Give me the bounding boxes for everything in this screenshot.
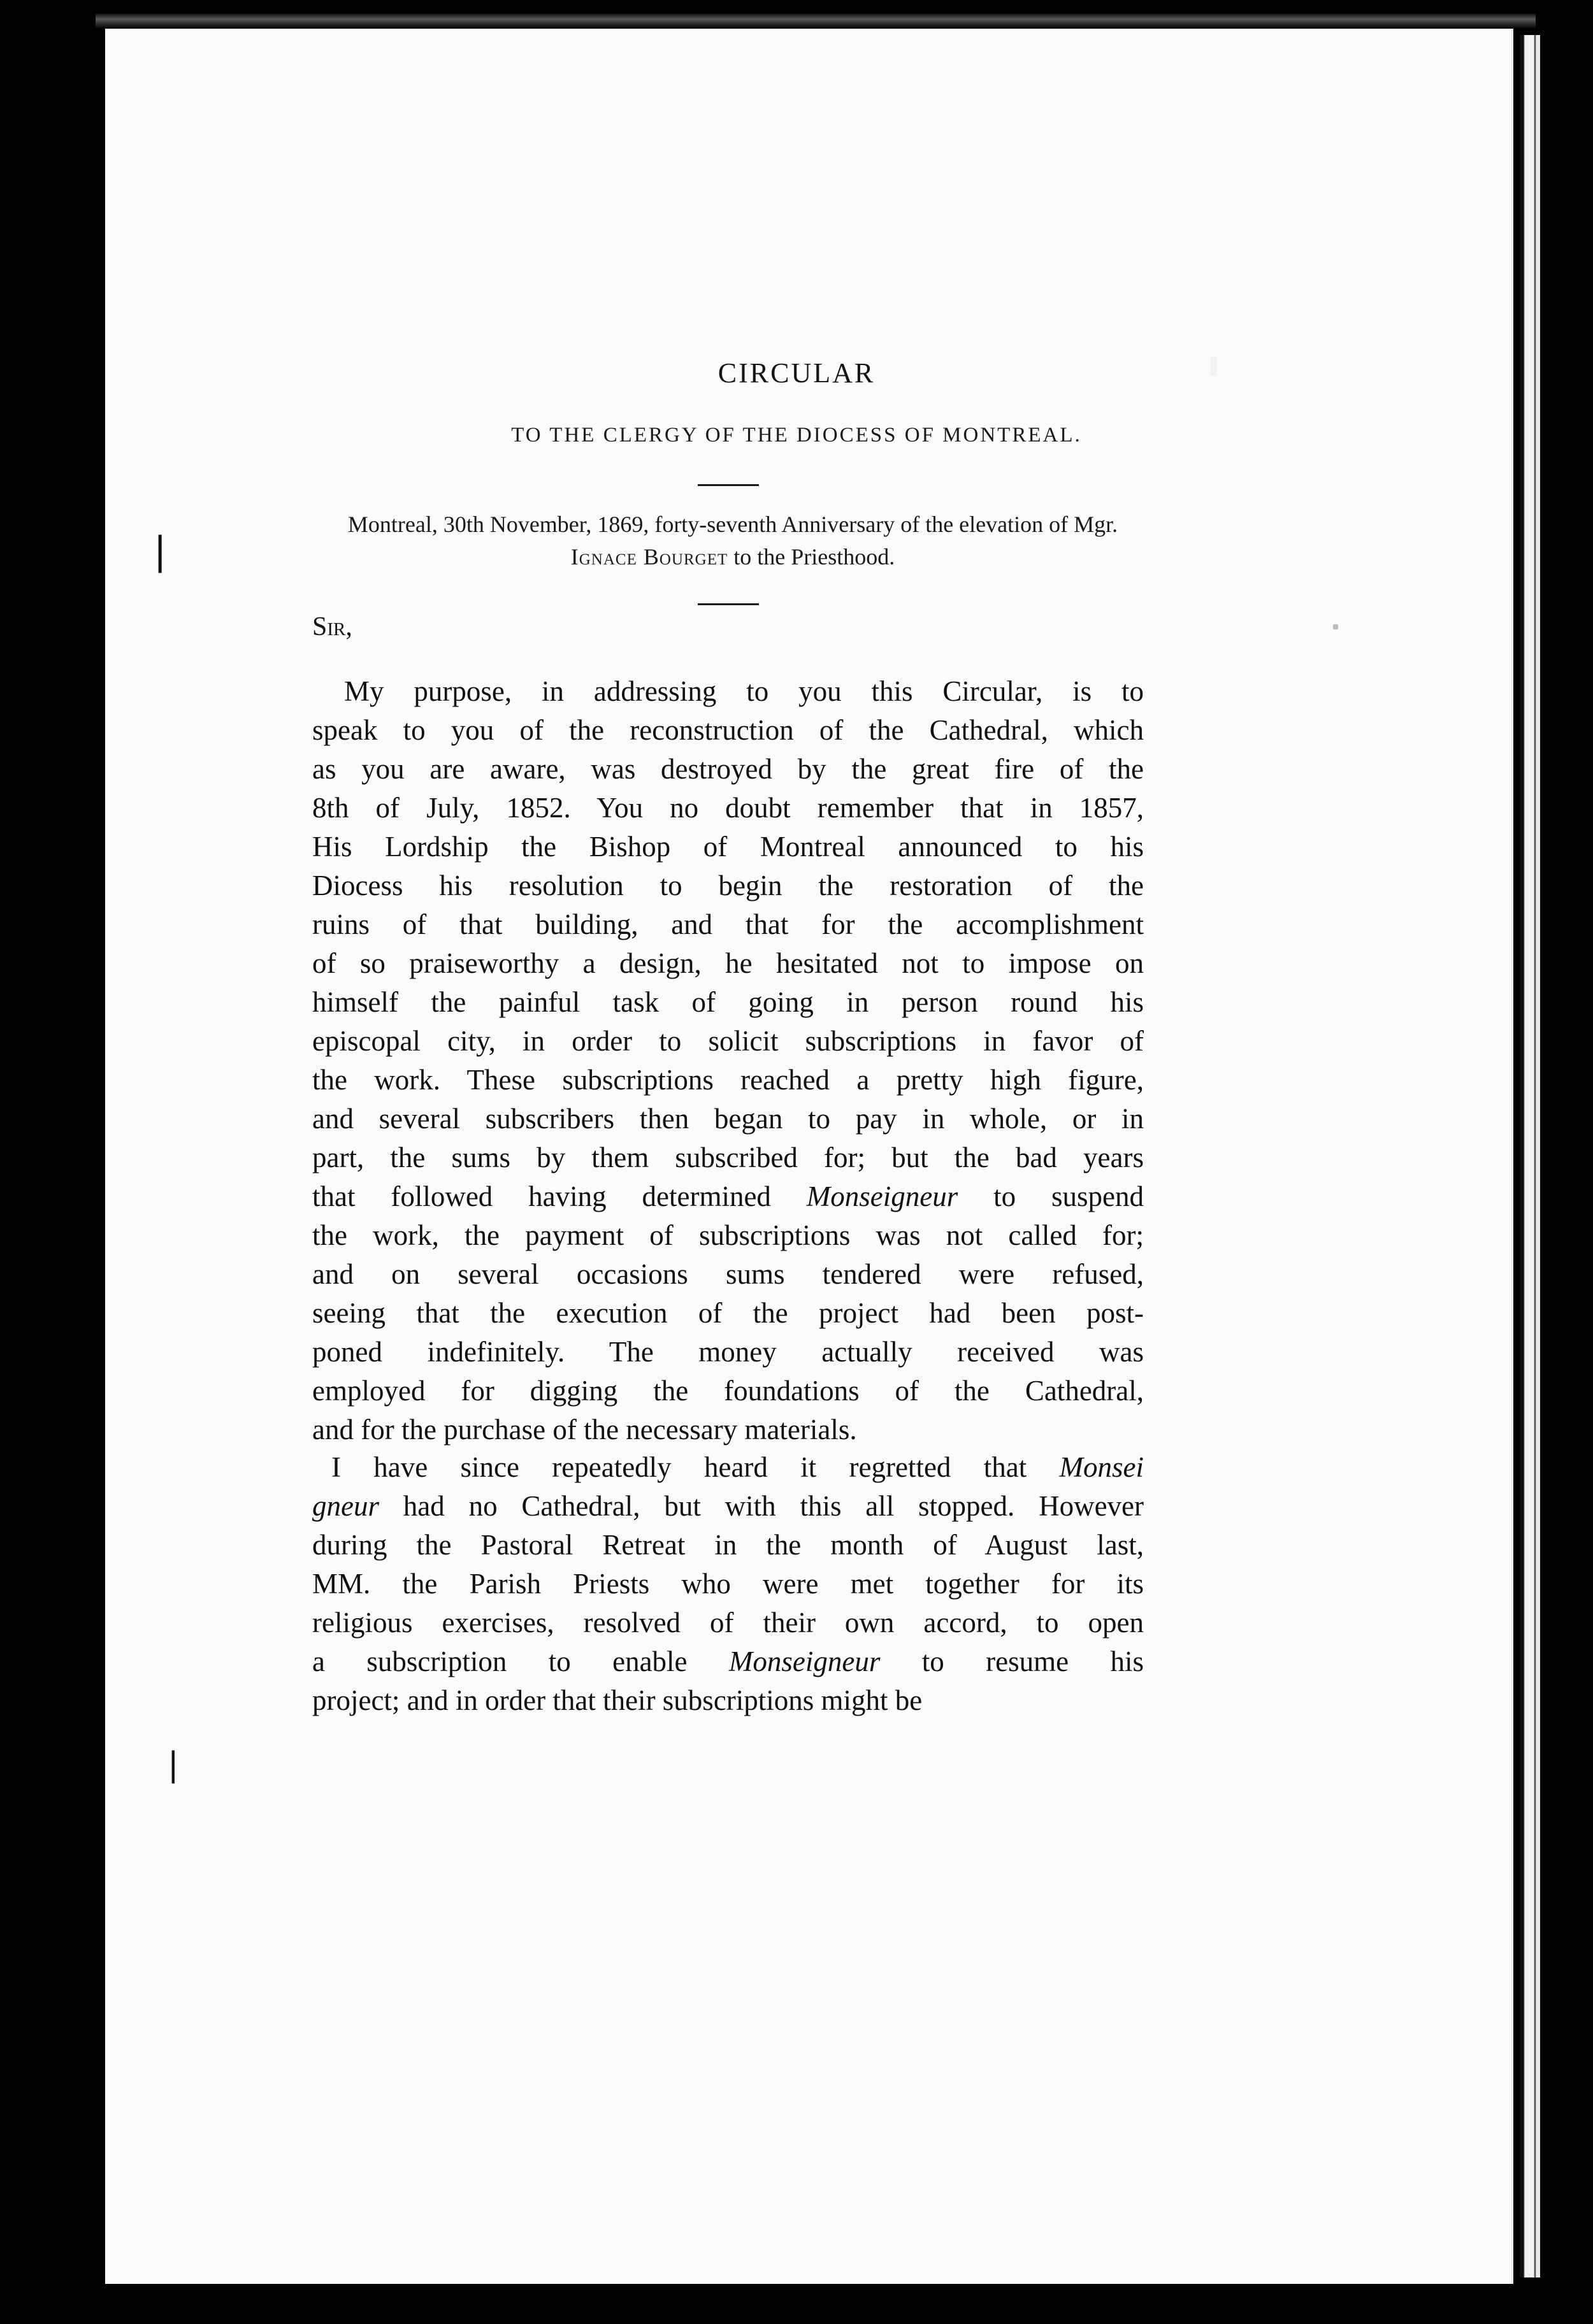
text-line: a subscription to enable Monseigneur to resume his bbox=[312, 1646, 1144, 1677]
dateline-text-after: to the Priesthood. bbox=[733, 544, 895, 570]
document-title: CIRCULAR bbox=[717, 357, 876, 389]
text-line: and several subscribers then began to pay in whole, or in bbox=[312, 1103, 1144, 1135]
text-line: the work, the payment of subscriptions was not called for; bbox=[312, 1219, 1144, 1251]
text-line: project; and in order that their subscriptions might be bbox=[312, 1684, 923, 1716]
text-line: himself the painful task of going in person round his bbox=[312, 986, 1144, 1018]
body-paragraph-2 bbox=[312, 1448, 1144, 1720]
margin-mark: ❘ bbox=[159, 1747, 187, 1783]
salutation: Sir, bbox=[312, 612, 352, 642]
text-line: religious exercises, resolved of their own accord, to open bbox=[312, 1607, 1144, 1639]
dateline-divider bbox=[698, 603, 759, 605]
text-line: part, the sums by them subscribed for; but the bad years bbox=[312, 1142, 1144, 1173]
text-line: during the Pastoral Retreat in the month of August last, bbox=[312, 1529, 1144, 1561]
text-line: MM. the Parish Priests who were met together for its bbox=[312, 1568, 1144, 1600]
text-line: poned indefinitely. The money actually received was bbox=[312, 1336, 1144, 1368]
text-line: episcopal city, in order to solicit subscriptions in favor of bbox=[312, 1025, 1144, 1057]
margin-mark: ❘ bbox=[144, 530, 177, 572]
text-line: of so praiseworthy a design, he hesitated not to impose on bbox=[312, 947, 1144, 979]
text-line: and on several occasions sums tendered were refused, bbox=[312, 1258, 1144, 1290]
scan-top-border bbox=[96, 0, 1536, 29]
text-line: employed for digging the foundations of the Cathedral, bbox=[312, 1375, 1144, 1407]
text-line: His Lordship the Bishop of Montreal announced to his bbox=[312, 831, 1144, 863]
dateline-name: Ignace Bourget bbox=[570, 544, 728, 570]
body-paragraph-1 bbox=[312, 672, 1144, 1449]
paper-speck bbox=[1333, 624, 1338, 629]
text-line: seeing that the execution of the project had been post- bbox=[312, 1297, 1144, 1329]
text-line: I have since repeatedly heard it regretted that Monsei bbox=[331, 1451, 1144, 1483]
text-line: Diocess his resolution to begin the restoration of the bbox=[312, 870, 1144, 901]
text-line: My purpose, in addressing to you this Circular, is to bbox=[344, 675, 1144, 707]
text-line: gneur had no Cathedral, but with this all stopped. However bbox=[312, 1490, 1144, 1522]
document-subtitle: TO THE CLERGY OF THE DIOCESS OF MONTREAL. bbox=[511, 424, 1082, 447]
title-divider bbox=[698, 484, 759, 486]
dateline bbox=[322, 508, 1144, 573]
text-line: 8th of July, 1852. You no doubt remember that in 1857, bbox=[312, 792, 1144, 824]
text-line: as you are aware, was destroyed by the great fire of the bbox=[312, 753, 1144, 785]
text-line: and for the purchase of the necessary materials. bbox=[312, 1414, 857, 1445]
text-line: the work. These subscriptions reached a pretty high figure, bbox=[312, 1064, 1144, 1096]
text-line: that followed having determined Monseigneur to suspend bbox=[312, 1180, 1144, 1212]
text-line: speak to you of the reconstruction of the Cathedral, which bbox=[312, 714, 1144, 746]
dateline-text-before: Montreal, 30th November, 1869, forty-seventh Anniversary of the elevation of Mgr. bbox=[347, 512, 1118, 537]
text-line: ruins of that building, and that for the accomplishment bbox=[312, 908, 1144, 940]
